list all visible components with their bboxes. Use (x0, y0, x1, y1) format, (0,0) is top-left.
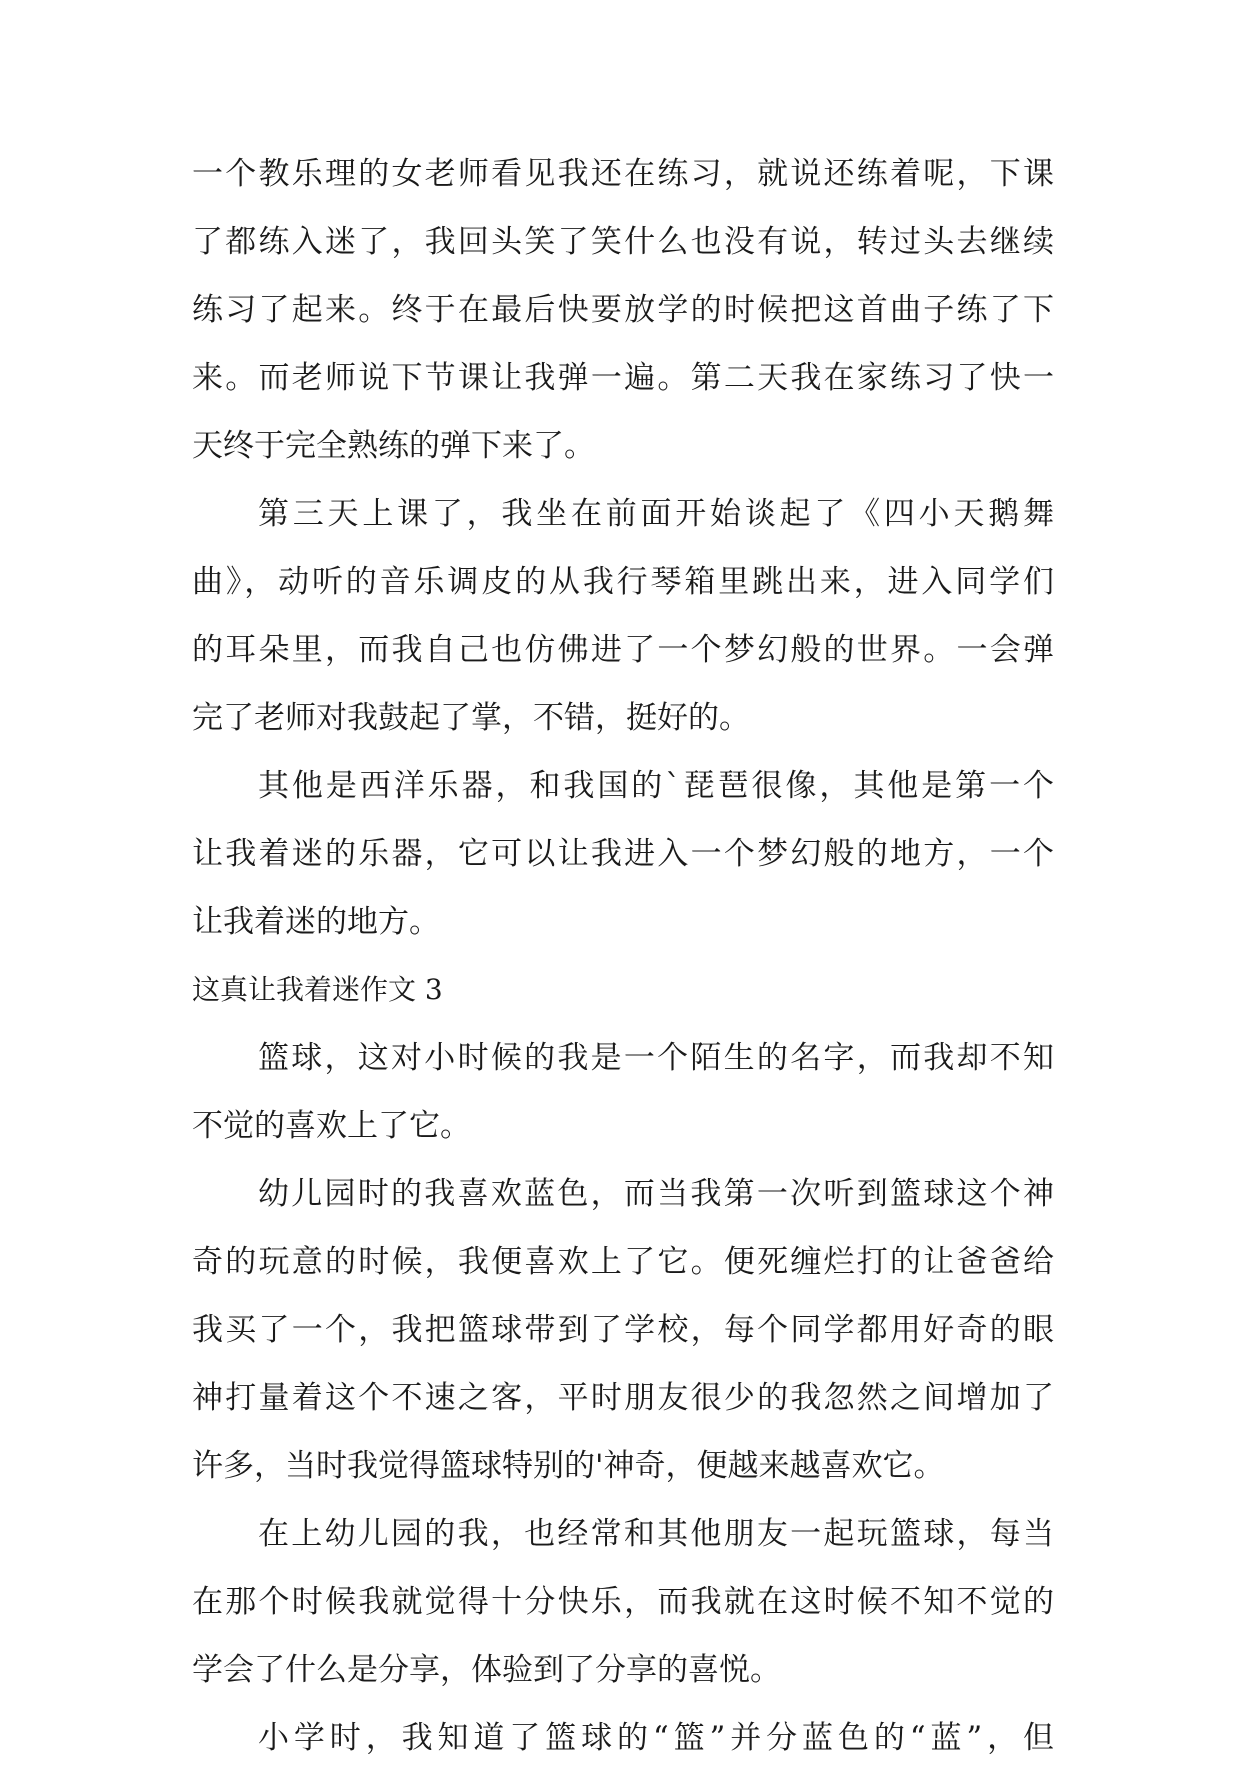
text-line: 的耳朵里，而我自己也仿佛进了一个梦幻般的世界。一会弹 (192, 632, 1054, 668)
heading-text: 这真让我着迷作文 3 (192, 973, 443, 1006)
document-page (192, 140, 1054, 1772)
text-line: 让我着迷的地方。 (192, 904, 440, 940)
paragraph (192, 1500, 1054, 1704)
paragraph (192, 1704, 1054, 1772)
text-line: 其他是西洋乐器，和我国的`琵琶很像，其他是第一个 (258, 768, 1054, 804)
text-line: 曲》，动听的音乐调皮的从我行琴箱里跳出来，进入同学们 (192, 564, 1054, 600)
paragraph (192, 140, 1054, 480)
text-line: 了都练入迷了，我回头笑了笑什么也没有说，转过头去继续 (192, 224, 1054, 260)
text-line: 让我着迷的乐器，它可以让我进入一个梦幻般的地方，一个 (192, 836, 1054, 872)
text-line: 来。而老师说下节课让我弹一遍。第二天我在家练习了快一 (192, 360, 1054, 396)
text-line: 奇的玩意的时候，我便喜欢上了它。便死缠烂打的让爸爸给 (192, 1244, 1054, 1280)
text-line: 小学时，我知道了篮球的“篮”并分蓝色的“蓝”，但 (258, 1720, 1054, 1756)
paragraph (192, 752, 1054, 956)
text-line: 天终于完全熟练的弹下来了。 (192, 428, 595, 464)
section-heading (192, 956, 1054, 1024)
text-line: 练习了起来。终于在最后快要放学的时候把这首曲子练了下 (192, 292, 1054, 328)
text-line: 学会了什么是分享，体验到了分享的喜悦。 (192, 1652, 781, 1688)
text-line: 在上幼儿园的我，也经常和其他朋友一起玩篮球，每当 (258, 1516, 1054, 1552)
text-line: 第三天上课了，我坐在前面开始谈起了《四小天鹅舞 (258, 496, 1054, 532)
paragraph (192, 480, 1054, 752)
text-line: 幼儿园时的我喜欢蓝色，而当我第一次听到篮球这个神 (258, 1176, 1054, 1212)
paragraph (192, 1024, 1054, 1160)
text-line: 许多，当时我觉得篮球特别的'神奇，便越来越喜欢它。 (192, 1448, 945, 1484)
paragraph (192, 1160, 1054, 1500)
text-line: 一个教乐理的女老师看见我还在练习，就说还练着呢，下课 (192, 156, 1054, 192)
text-line: 在那个时候我就觉得十分快乐，而我就在这时候不知不觉的 (192, 1584, 1054, 1620)
text-line: 我买了一个，我把篮球带到了学校，每个同学都用好奇的眼 (192, 1312, 1054, 1348)
text-line: 完了老师对我鼓起了掌，不错，挺好的。 (192, 700, 750, 736)
text-line: 神打量着这个不速之客，平时朋友很少的我忽然之间增加了 (192, 1380, 1054, 1416)
text-line: 不觉的喜欢上了它。 (192, 1108, 471, 1144)
text-line: 篮球，这对小时候的我是一个陌生的名字，而我却不知 (258, 1040, 1054, 1076)
